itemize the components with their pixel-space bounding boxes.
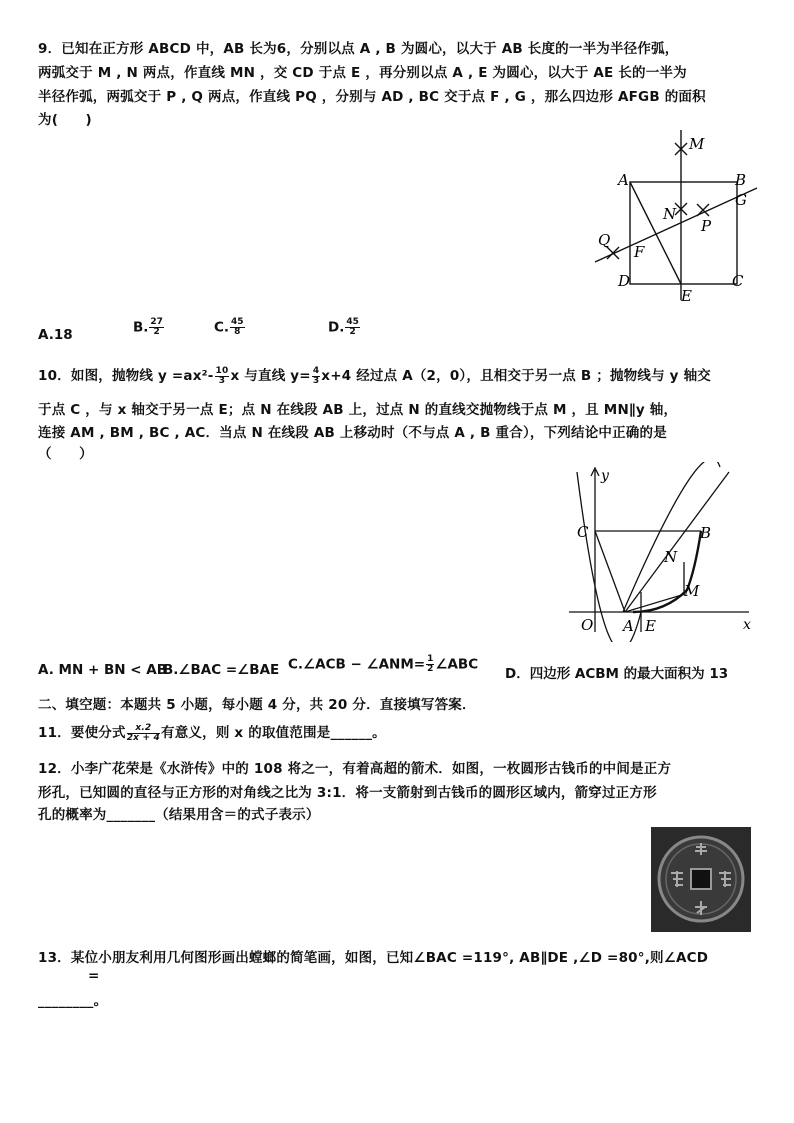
q10-frac2-num: 4 [312,365,320,376]
q9-label-M: M [689,135,705,153]
q9-label-B: B [735,171,747,189]
q12-line-1: 12．小李广花荣是《水浒传》中的 108 将之一，有着高超的箭术．如图，一枚圆形古钱币的中间是正方 [38,761,672,777]
q9-label-E: E [681,287,692,305]
q9-option-d[interactable] [328,318,361,337]
q10-frac1-den: 3 [218,375,226,386]
q9-label-A: A [618,171,629,189]
q10-text-a: 10．如图，抛物线 y =ax²- [38,368,214,384]
q10-option-c-text: C.∠ACB − ∠ANM= [288,656,426,673]
q13-line-2: = [88,968,100,984]
q10-line-1 [38,364,711,386]
section-heading: 二、填空题：本题共 5 小题，每小题 4 分，共 20 分．直接填写答案． [38,697,476,713]
q9-option-a[interactable]: A.18 [38,327,73,343]
q9-option-d-num: 45 [346,317,359,327]
q9-label-Q: Q [598,231,611,249]
q10-line-3: 连接 AM , BM , BC , AC．当点 N 在线段 AB 上移动时（不与点 A , B 重合），下列结论中正确的是 [38,425,667,441]
q11-den: 2x + 4 [126,732,161,743]
q10-option-c[interactable] [288,655,478,674]
q10-option-b[interactable]: B.∠BAC =∠BAE [163,662,280,678]
q10-line-4: （ ） [38,446,93,462]
q9-label-F: F [634,243,645,261]
q9-option-c-label: C. [214,319,230,336]
q10-option-c-tail: ∠ABC [435,656,479,673]
q9-option-b-den: 2 [153,327,160,337]
q9-option-d-label: D. [328,319,345,336]
q10-label-B: B [700,524,712,542]
q11-text-b: 有意义，则 x 的取值范围是______。 [161,725,386,741]
q13-line-1: 13．某位小朋友利用几何图形画出螳螂的简笔画，如图，已知∠BAC =119°, AB∥DE ,∠D =80°,则∠ACD [38,950,709,966]
q9-option-c-den: 8 [234,327,241,337]
q9-label-C: C [732,272,744,290]
q10-text-b: x 与直线 y= [230,368,311,384]
q10-line-2: 于点 C ，与 x 轴交于另一点 E；点 N 在线段 AB 上，过点 N 的直线交抛物线于点 M ，且 MN∥y 轴， [38,402,678,418]
q11-num: x.2 [127,724,160,734]
q11-line [38,721,386,743]
q10-label-M: M [684,582,700,600]
q10-label-A: A [623,617,634,635]
q10-figure [565,462,765,642]
q10-option-d[interactable]: D．四边形 ACBM 的最大面积为 13 [505,666,729,682]
q9-option-c-num: 45 [231,317,244,327]
q9-label-D: D [618,272,631,290]
q9-label-P: P [701,217,712,235]
q10-option-c-num: 1 [427,654,434,664]
q10-option-a[interactable]: A. MN + BN < AB [38,662,168,678]
q10-label-O: O [581,616,594,634]
q11-text-a: 11．要使分式 [38,725,126,741]
q9-line-4: 为( ) [38,112,92,128]
coin-image [651,827,751,932]
q9-line-1: 9．已知在正方形 ABCD 中，AB 长为6，分别以点 A , B 为圆心，以大于 AB 长度的一半为半径作弧， [38,41,679,57]
q10-option-c-den: 2 [427,664,434,674]
q9-option-d-den: 2 [349,327,356,337]
q9-line-2: 两弧交于 M , N 两点，作直线 MN ，交 CD 于点 E ，再分别以点 A , E 为圆心，以大于 AE 长的一半为 [38,65,687,81]
q10-label-N: N [664,548,678,566]
q10-frac2-den: 3 [312,375,320,386]
q9-label-N: N [663,205,677,223]
q10-label-E: E [645,617,656,635]
q9-option-b-label: B. [133,319,149,336]
q12-line-2: 形孔，已知圆的直径与正方形的对角线之比为 3:1．将一支箭射到古钱币的圆形区域内，箭穿过正方形 [38,785,657,801]
q10-frac1-num: 10 [215,365,229,376]
q9-figure [585,125,760,305]
q12-line-3: 孔的概率为_______（结果用含＝的式子表示） [38,807,320,823]
q9-line-3: 半径作弧，两弧交于 P , Q 两点，作直线 PQ ，分别与 AD , BC 交于点 F , G ，那么四边形 AFGB 的面积 [38,89,706,105]
q9-option-c[interactable] [214,318,246,337]
q10-label-C: C [577,523,589,541]
q10-text-c: x+4 经过点 A（2，0），且相交于另一点 B ；抛物线与 y 轴交 [321,368,711,384]
q9-option-b[interactable] [133,318,165,337]
q9-option-b-num: 27 [150,317,163,327]
q10-label-x: x [743,617,751,633]
q13-answer-blank: ________。 [38,993,108,1009]
q9-label-G: G [735,191,747,209]
q10-label-y: y [601,468,609,484]
